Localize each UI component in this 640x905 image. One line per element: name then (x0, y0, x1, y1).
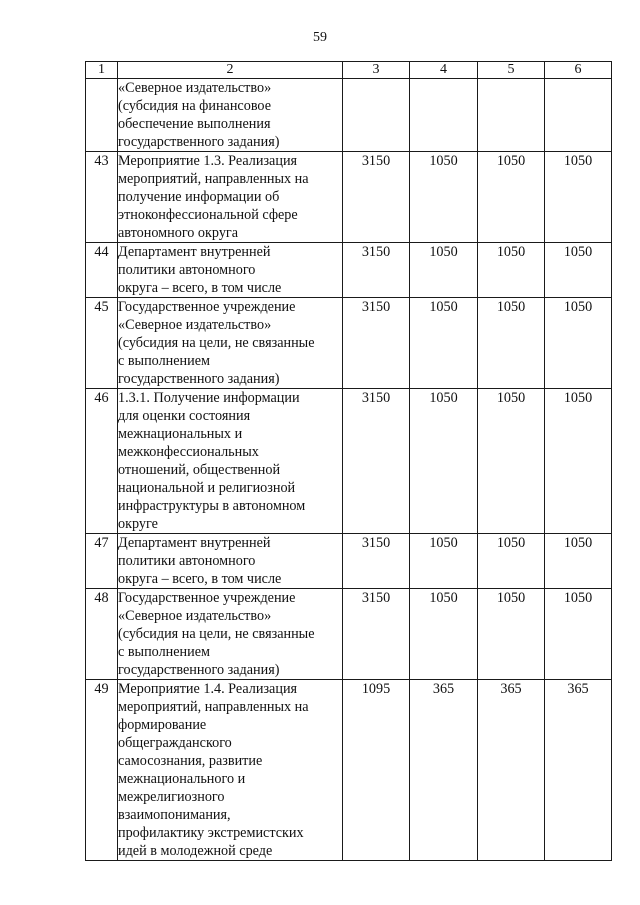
description-line: политики автономного (118, 262, 256, 278)
description-cell (118, 680, 343, 861)
description-line: (субсидия на финансовое (118, 98, 271, 114)
description-line: формирование (118, 717, 207, 733)
value-cell-c4 (410, 79, 478, 152)
row-number-cell: 43 (86, 152, 118, 243)
row-number-cell: 47 (86, 534, 118, 589)
column-header: 1 (86, 62, 118, 79)
description-line: профилактику экстремистских (118, 825, 304, 841)
description-line: межрелигиозного (118, 789, 225, 805)
value-cell-c6: 365 (545, 680, 612, 861)
description-line: политики автономного (118, 553, 256, 569)
value-cell-c6: 1050 (545, 243, 612, 298)
table-body (86, 79, 612, 861)
table-row (86, 243, 612, 298)
description-line: «Северное издательство» (118, 608, 272, 624)
value-cell-c6 (545, 79, 612, 152)
value-cell-c5: 1050 (478, 298, 545, 389)
page-number: 59 (313, 30, 327, 45)
description-line: идей в молодежной среде (118, 843, 273, 859)
column-header: 5 (478, 62, 545, 79)
description-line: для оценки состояния (118, 408, 251, 424)
value-cell-c6: 1050 (545, 152, 612, 243)
value-cell-c4: 365 (410, 680, 478, 861)
description-line: взаимопонимания, (118, 807, 231, 823)
description-line: округе (118, 516, 158, 532)
description-line: с выполнением (118, 353, 211, 369)
column-header: 3 (343, 62, 410, 79)
table-header-row (86, 62, 612, 79)
value-cell-c3: 3150 (343, 589, 410, 680)
value-cell-c3: 3150 (343, 243, 410, 298)
description-line: округа – всего, в том числе (118, 571, 282, 587)
value-cell-c3: 3150 (343, 389, 410, 534)
description-cell (118, 389, 343, 534)
description-cell (118, 534, 343, 589)
description-cell (118, 243, 343, 298)
description-line: государственного задания) (118, 662, 280, 678)
value-cell-c5: 1050 (478, 389, 545, 534)
description-line: межнационального и (118, 771, 246, 787)
row-number-cell (86, 79, 118, 152)
description-line: округа – всего, в том числе (118, 280, 282, 296)
budget-table (85, 61, 612, 861)
table-row (86, 79, 612, 152)
value-cell-c3: 3150 (343, 152, 410, 243)
column-header: 6 (545, 62, 612, 79)
description-line: мероприятий, направленных на (118, 171, 309, 187)
description-cell (118, 298, 343, 389)
description-line: инфраструктуры в автономном (118, 498, 306, 514)
value-cell-c6: 1050 (545, 534, 612, 589)
description-line: этноконфессиональной сфере (118, 207, 298, 223)
value-cell-c6: 1050 (545, 389, 612, 534)
value-cell-c5: 365 (478, 680, 545, 861)
description-line: (субсидия на цели, не связанные (118, 335, 315, 351)
value-cell-c6: 1050 (545, 589, 612, 680)
value-cell-c3: 3150 (343, 534, 410, 589)
description-line: автономного округа (118, 225, 239, 241)
row-number-cell: 49 (86, 680, 118, 861)
value-cell-c4: 1050 (410, 534, 478, 589)
value-cell-c5: 1050 (478, 534, 545, 589)
value-cell-c3: 3150 (343, 298, 410, 389)
value-cell-c5: 1050 (478, 589, 545, 680)
description-line: 1.3.1. Получение информации (118, 390, 300, 406)
description-line: государственного задания) (118, 371, 280, 387)
description-cell (118, 152, 343, 243)
column-header: 4 (410, 62, 478, 79)
description-cell (118, 589, 343, 680)
description-line: получение информации об (118, 189, 280, 205)
table-row (86, 680, 612, 861)
description-line: Департамент внутренней (118, 535, 271, 551)
table-row (86, 152, 612, 243)
description-line: межнациональных и (118, 426, 243, 442)
table-row (86, 589, 612, 680)
description-line: Департамент внутренней (118, 244, 271, 260)
description-line: Государственное учреждение (118, 299, 296, 315)
table-row (86, 389, 612, 534)
description-line: (субсидия на цели, не связанные (118, 626, 315, 642)
description-line: самосознания, развитие (118, 753, 263, 769)
row-number-cell: 46 (86, 389, 118, 534)
table-row (86, 534, 612, 589)
table-row (86, 298, 612, 389)
description-line: межконфессиональных (118, 444, 259, 460)
value-cell-c6: 1050 (545, 298, 612, 389)
description-line: национальной и религиозной (118, 480, 296, 496)
value-cell-c5 (478, 79, 545, 152)
description-line: «Северное издательство» (118, 317, 272, 333)
value-cell-c4: 1050 (410, 152, 478, 243)
row-number-cell: 44 (86, 243, 118, 298)
row-number-cell: 48 (86, 589, 118, 680)
description-line: Государственное учреждение (118, 590, 296, 606)
description-line: отношений, общественной (118, 462, 281, 478)
description-line: общегражданского (118, 735, 232, 751)
description-line: обеспечение выполнения (118, 116, 271, 132)
row-number-cell: 45 (86, 298, 118, 389)
value-cell-c3 (343, 79, 410, 152)
description-line: Мероприятие 1.3. Реализация (118, 153, 298, 169)
value-cell-c5: 1050 (478, 152, 545, 243)
column-header: 2 (118, 62, 343, 79)
value-cell-c5: 1050 (478, 243, 545, 298)
description-cell (118, 79, 343, 152)
value-cell-c4: 1050 (410, 298, 478, 389)
value-cell-c3: 1095 (343, 680, 410, 861)
description-line: с выполнением (118, 644, 211, 660)
value-cell-c4: 1050 (410, 389, 478, 534)
description-line: Мероприятие 1.4. Реализация (118, 681, 298, 697)
value-cell-c4: 1050 (410, 589, 478, 680)
value-cell-c4: 1050 (410, 243, 478, 298)
description-line: государственного задания) (118, 134, 280, 150)
description-line: «Северное издательство» (118, 80, 272, 96)
description-line: мероприятий, направленных на (118, 699, 309, 715)
